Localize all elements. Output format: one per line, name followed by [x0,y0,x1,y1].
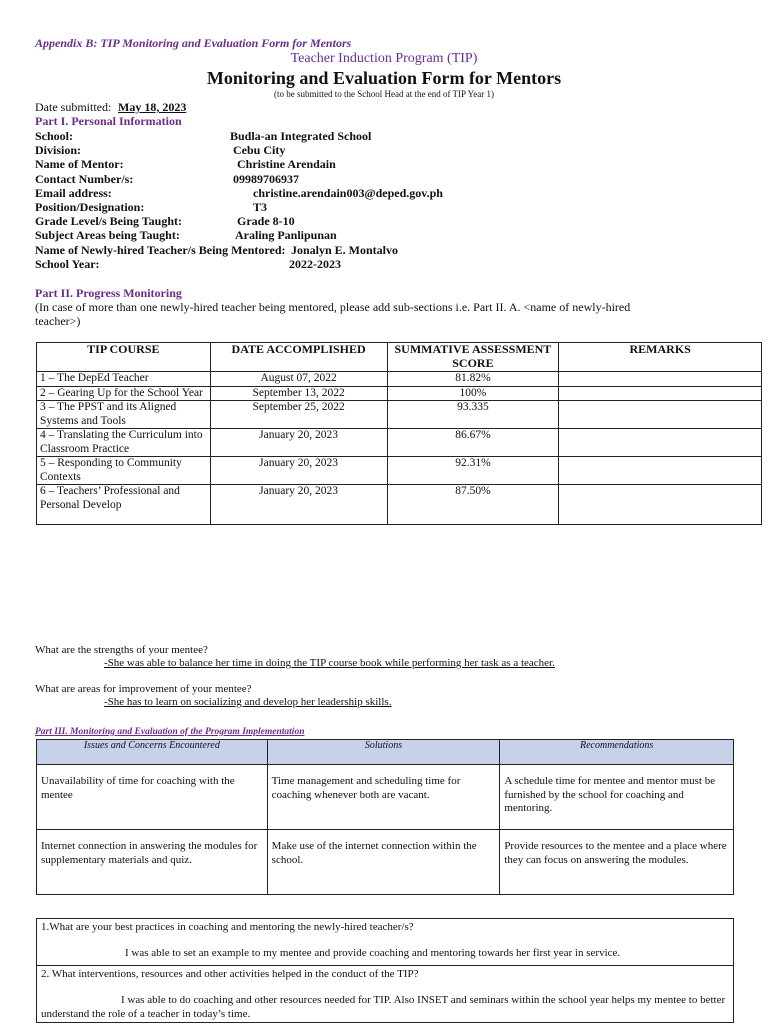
table-row: 3 – The PPST and its Aligned Systems and Tools September 25, 2022 93.335 [37,401,762,429]
col-remarks: REMARKS [559,343,762,372]
appendix-label: Appendix B: TIP Monitoring and Evaluation Form for Mentors [35,36,352,50]
progress-table [36,342,762,525]
evaluation-table-header [37,740,734,765]
table-row [37,966,734,1023]
table-row [37,919,734,966]
table-row: Unavailability of time for coaching with the mentee Time management and scheduling time for coaching whenever both are vacant. A schedule time for mentee and mentor must be furnished by the school for coaching and mentoring. [37,765,734,830]
program-name: Teacher Induction Program (TIP) [290,51,478,66]
strengths-question: What are the strengths of your mentee? [35,644,208,656]
improvement-question: What are areas for improvement of your mentee? [35,683,252,695]
part1-heading: Part I. Personal Information [35,114,182,128]
table-row: Internet connection in answering the modules for supplementary materials and quiz. Make use of the internet connection within the school. Provide resources to the mentee and a place where they can focus on answering the modules. [37,830,734,895]
practices-question-1: 1.What are your best practices in coaching and mentoring the newly-hired teacher/s? [41,921,414,933]
part2-heading: Part II. Progress Monitoring [35,286,182,300]
col-issues: Issues and Concerns Encountered [37,740,268,765]
progress-table-header [37,343,762,372]
strengths-answer: -She was able to balance her time in doing the TIP course book while performing her task as a teacher. [104,657,555,669]
best-practices-table [36,918,734,1023]
table-row: 6 – Teachers’ Professional and Personal Develop January 20, 2023 87.50% [37,485,762,525]
submission-note: (to be submitted to the School Head at the end of TIP Year 1) [274,89,494,99]
col-solutions: Solutions [267,740,500,765]
col-tip-course: TIP COURSE [37,343,211,372]
date-submitted-label: Date submitted: [35,100,112,114]
col-score: SUMMATIVE ASSESSMENT SCORE [387,343,559,372]
practices-question-2: 2. What interventions, resources and other activities helped in the conduct of the TIP? [41,968,419,980]
col-recommendations: Recommendations [500,740,734,765]
table-row: 4 – Translating the Curriculum into Classroom Practice January 20, 2023 86.67% [37,429,762,457]
improvement-answer: -She has to learn on socializing and develop her leadership skills. [104,696,392,708]
program-evaluation-table [36,739,734,895]
practices-answer-2: I was able to do coaching and other resources needed for TIP. Also INSET and seminars within the school year helps my mentee to better understand the role of a teacher in today’s time. [41,994,726,1020]
col-date-accomplished: DATE ACCOMPLISHED [210,343,387,372]
part3-heading: Part III. Monitoring and Evaluation of the Program Implementation [35,727,305,737]
table-row: 2 – Gearing Up for the School Year September 13, 2022 100% [37,386,762,401]
practices-answer-1: I was able to set an example to my mentee and provide coaching and mentoring towards her first year in service. [125,947,621,959]
part2-note: (In case of more than one newly-hired teacher being mentored, please add sub-sections i.e. Part II. A. <name of newly-hired teacher>) [35,300,631,328]
form-title: Monitoring and Evaluation Form for Mentors [206,68,562,88]
table-row: 1 – The DepEd Teacher August 07, 2022 81.82% [37,372,762,387]
table-row: 5 – Responding to Community Contexts January 20, 2023 92.31% [37,457,762,485]
date-submitted-value: May 18, 2023 [118,100,187,114]
